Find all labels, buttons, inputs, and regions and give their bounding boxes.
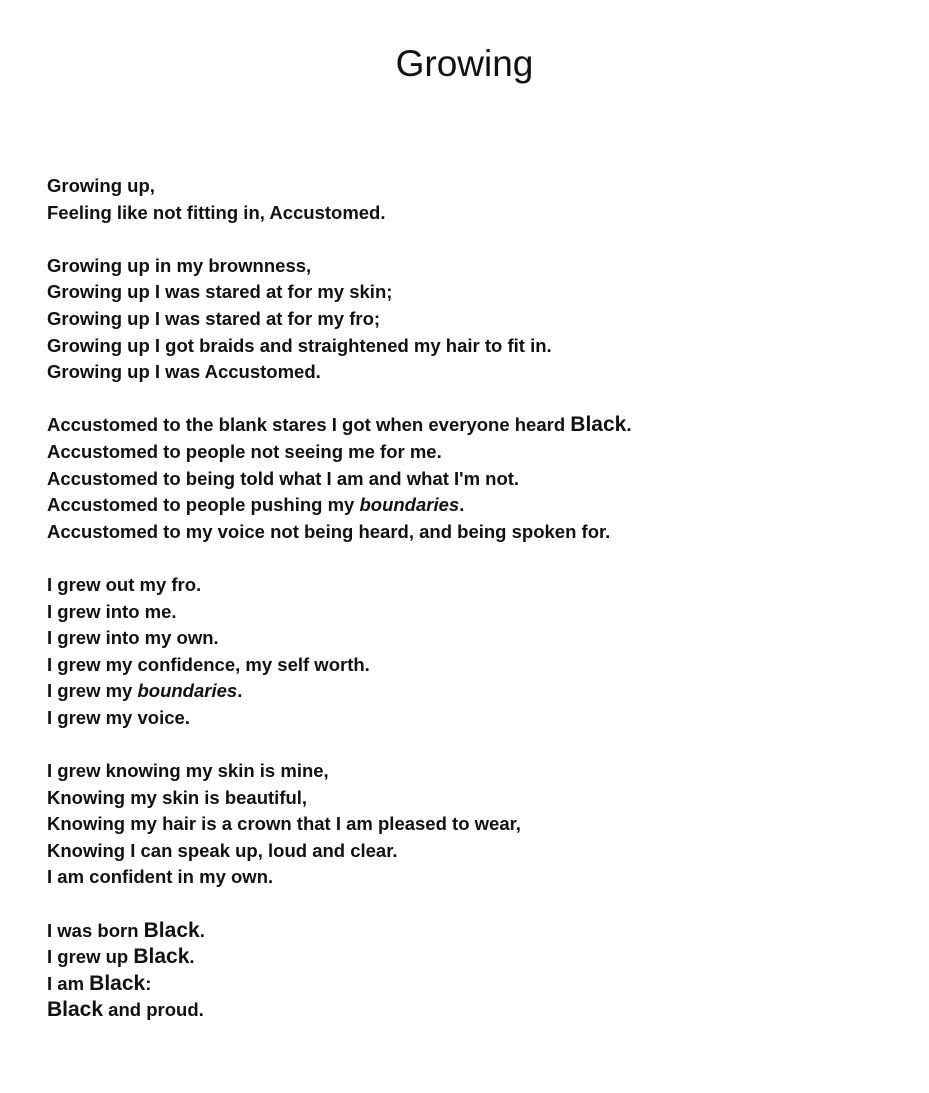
poem-line: I grew out my fro. bbox=[47, 573, 202, 595]
poem-line: I am confident in my own. bbox=[47, 866, 274, 888]
poem-line: Growing up, bbox=[47, 175, 155, 196]
stanza bbox=[47, 918, 907, 1024]
poem-line: Growing up I was stared at for my skin; bbox=[47, 281, 393, 303]
poem-line: Knowing my skin is beautiful, bbox=[47, 786, 308, 808]
stanza bbox=[47, 572, 907, 732]
poem-line: Growing up I was stared at for my fro; bbox=[47, 307, 381, 329]
poem-line: Growing up in my brownness, bbox=[47, 254, 312, 276]
poem-line: Accustomed to the blank stares I got when everyone heard Black. bbox=[47, 413, 632, 437]
poem-line: I grew up Black. bbox=[47, 945, 195, 969]
poem-title: Growing bbox=[395, 43, 534, 84]
poem-line: Knowing my hair is a crown that I am pleased to wear, bbox=[47, 813, 521, 835]
poem-line: Accustomed to people not seeing me for me. bbox=[47, 440, 442, 462]
poem-line: Growing up I got braids and straightened my hair to fit in. bbox=[47, 334, 552, 356]
poem-body bbox=[47, 173, 907, 1024]
poem-line: Accustomed to my voice not being heard, and being spoken for. bbox=[47, 520, 611, 542]
poem-line: Feeling like not fitting in, Accustomed. bbox=[47, 201, 386, 223]
poem-line: I grew knowing my skin is mine, bbox=[47, 760, 329, 782]
poem-line: Accustomed to being told what I am and what I'm not. bbox=[47, 467, 520, 489]
poem-line: I grew into me. bbox=[47, 600, 177, 622]
poem-line: Knowing I can speak up, loud and clear. bbox=[47, 839, 398, 861]
poem-line: I was born Black. bbox=[47, 918, 205, 942]
poem-line: Accustomed to people pushing my boundaries. bbox=[47, 494, 465, 516]
poem-line: I grew my boundaries. bbox=[47, 680, 243, 702]
poem-line: I am Black: bbox=[47, 971, 152, 995]
stanza bbox=[47, 253, 907, 386]
poem-line: Growing up I was Accustomed. bbox=[47, 361, 321, 383]
stanza bbox=[47, 173, 907, 226]
stanza bbox=[47, 758, 907, 891]
poem-line: Black and proud. bbox=[47, 998, 204, 1022]
poem-line: I grew my voice. bbox=[47, 706, 190, 728]
poem-line: I grew into my own. bbox=[47, 627, 219, 649]
stanza bbox=[47, 412, 907, 545]
poem-line: I grew my confidence, my self worth. bbox=[47, 653, 370, 675]
